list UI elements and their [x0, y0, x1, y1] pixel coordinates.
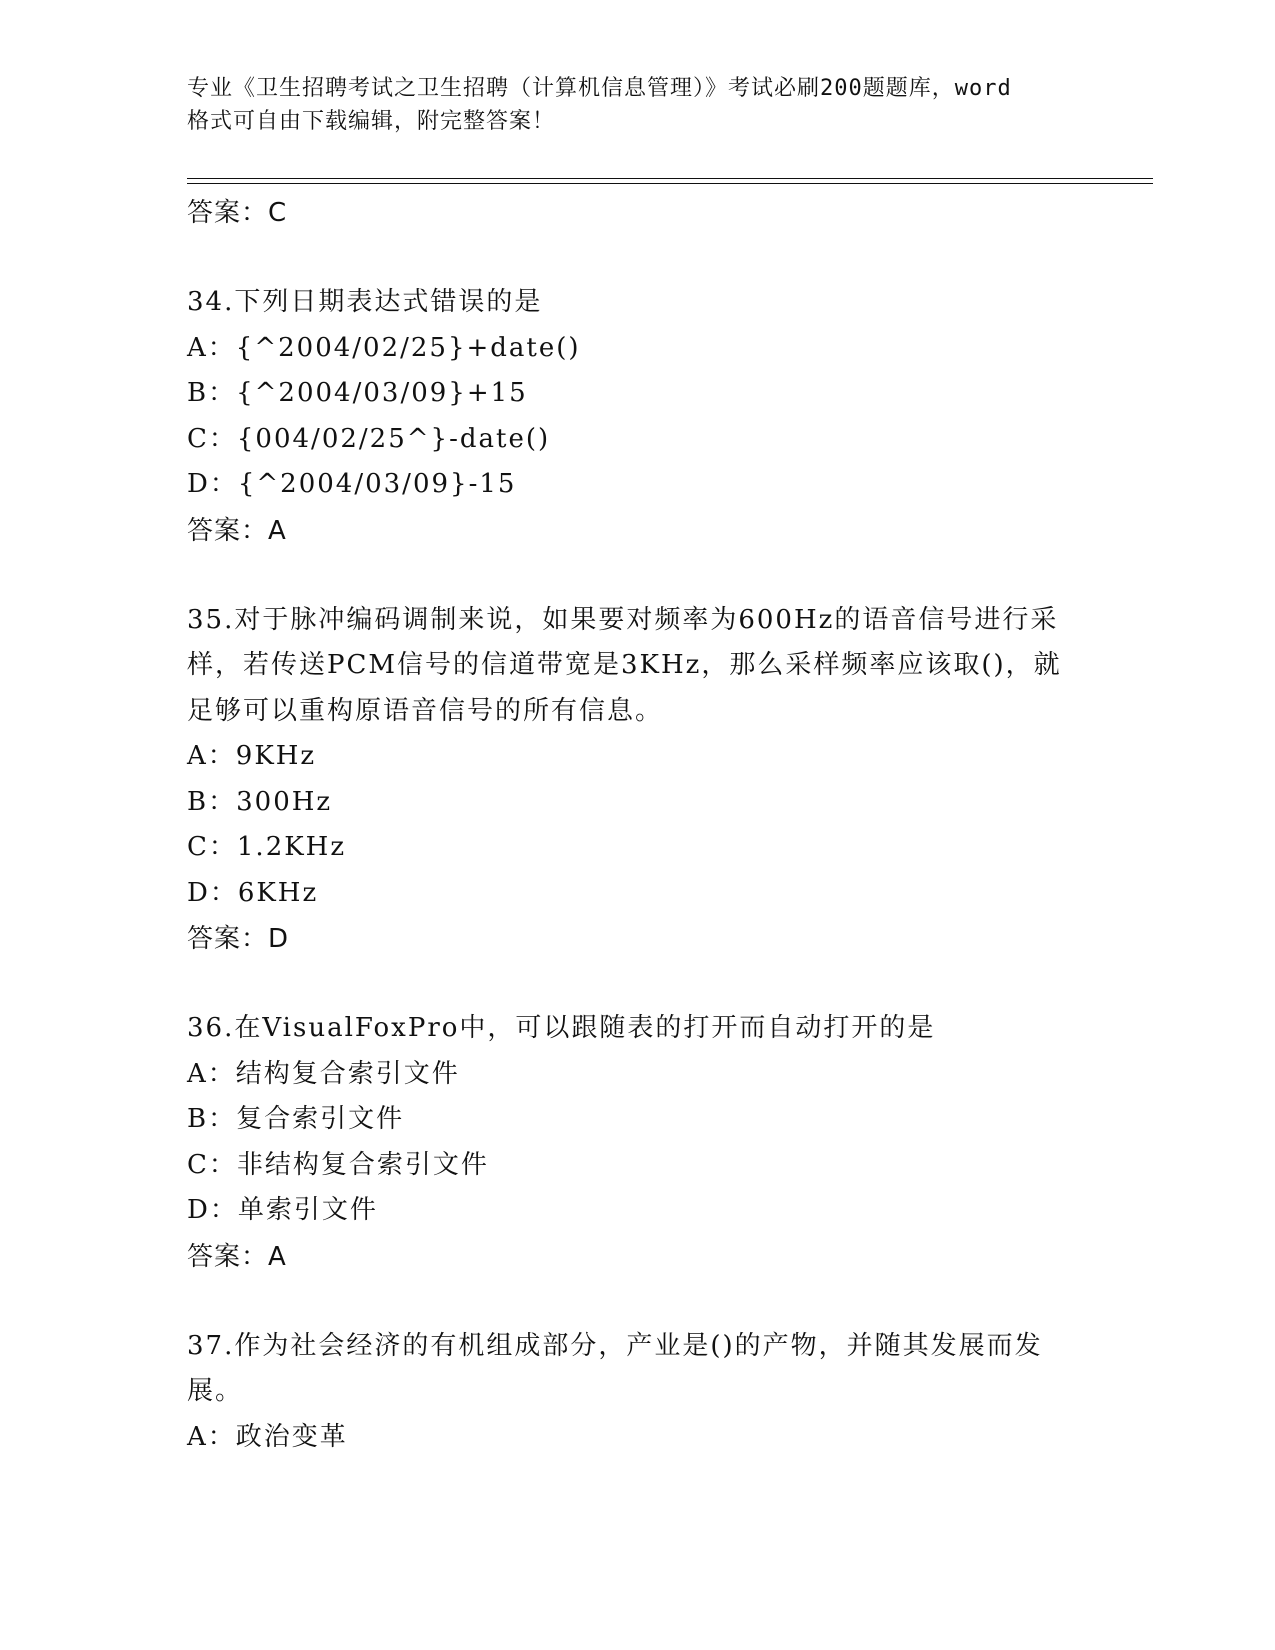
spacer: [187, 962, 1087, 1006]
option-b: B：300Hz: [187, 786, 333, 817]
question-stem: [187, 598, 1087, 735]
answer-33: 答案：C: [187, 198, 288, 228]
document-header: [187, 72, 1087, 138]
option-c: C：{004/02/25^}-date(): [187, 423, 551, 454]
question-stem-line: 37.作为社会经济的有机组成部分，产业是()的产物，并随其发展而发: [187, 1330, 1043, 1361]
header-rule-bottom: [187, 183, 1153, 184]
header-rule-top: [187, 178, 1153, 179]
option-d: D：6KHz: [187, 877, 319, 908]
option-a: A：结构复合索引文件: [187, 1058, 460, 1089]
header-line-1: 专业《卫生招聘考试之卫生招聘（计算机信息管理）》考试必刷200题题库，word: [187, 76, 1012, 101]
question-stem-line: 足够可以重构原语音信号的所有信息。: [187, 695, 664, 726]
option-a: A：9KHz: [187, 741, 317, 771]
question-34: [187, 280, 1087, 554]
question-stem-line: 34.下列日期表达式错误的是: [187, 287, 543, 317]
spacer: [187, 236, 1087, 280]
spacer: [187, 1280, 1087, 1324]
question-35: [187, 598, 1087, 963]
option-c: C：非结构复合索引文件: [187, 1149, 489, 1180]
answer-35: 答案：D: [187, 924, 290, 954]
option-d: D：单索引文件: [187, 1195, 378, 1225]
question-stem-line: 样，若传送PCM信号的信道带宽是3KHz，那么采样频率应该取()，就: [187, 650, 1062, 680]
answer-36: 答案：A: [187, 1241, 287, 1272]
question-stem-line: 36.在VisualFoxPro中，可以跟随表的打开而自动打开的是: [187, 1013, 936, 1043]
question-stem-line: 35.对于脉冲编码调制来说，如果要对频率为600Hz的语音信号进行采: [187, 604, 1059, 635]
question-37: [187, 1324, 1087, 1461]
option-b: B：复合索引文件: [187, 1104, 405, 1134]
option-a: A：{^2004/02/25}+date(): [187, 332, 581, 363]
option-a: A：政治变革: [187, 1421, 348, 1452]
question-stem: [187, 1324, 1087, 1415]
question-list: [187, 190, 1087, 1460]
question-36: [187, 1006, 1087, 1280]
answer-34: 答案：A: [187, 515, 287, 546]
option-b: B：{^2004/03/09}+15: [187, 378, 528, 408]
header-line-2: 格式可自由下载编辑，附完整答案！: [187, 109, 556, 134]
spacer: [187, 554, 1087, 598]
question-stem: [187, 1006, 1087, 1052]
question-stem-line: 展。: [187, 1376, 244, 1406]
option-d: D：{^2004/03/09}-15: [187, 469, 517, 499]
question-stem: [187, 280, 1087, 326]
option-c: C：1.2KHz: [187, 832, 347, 862]
